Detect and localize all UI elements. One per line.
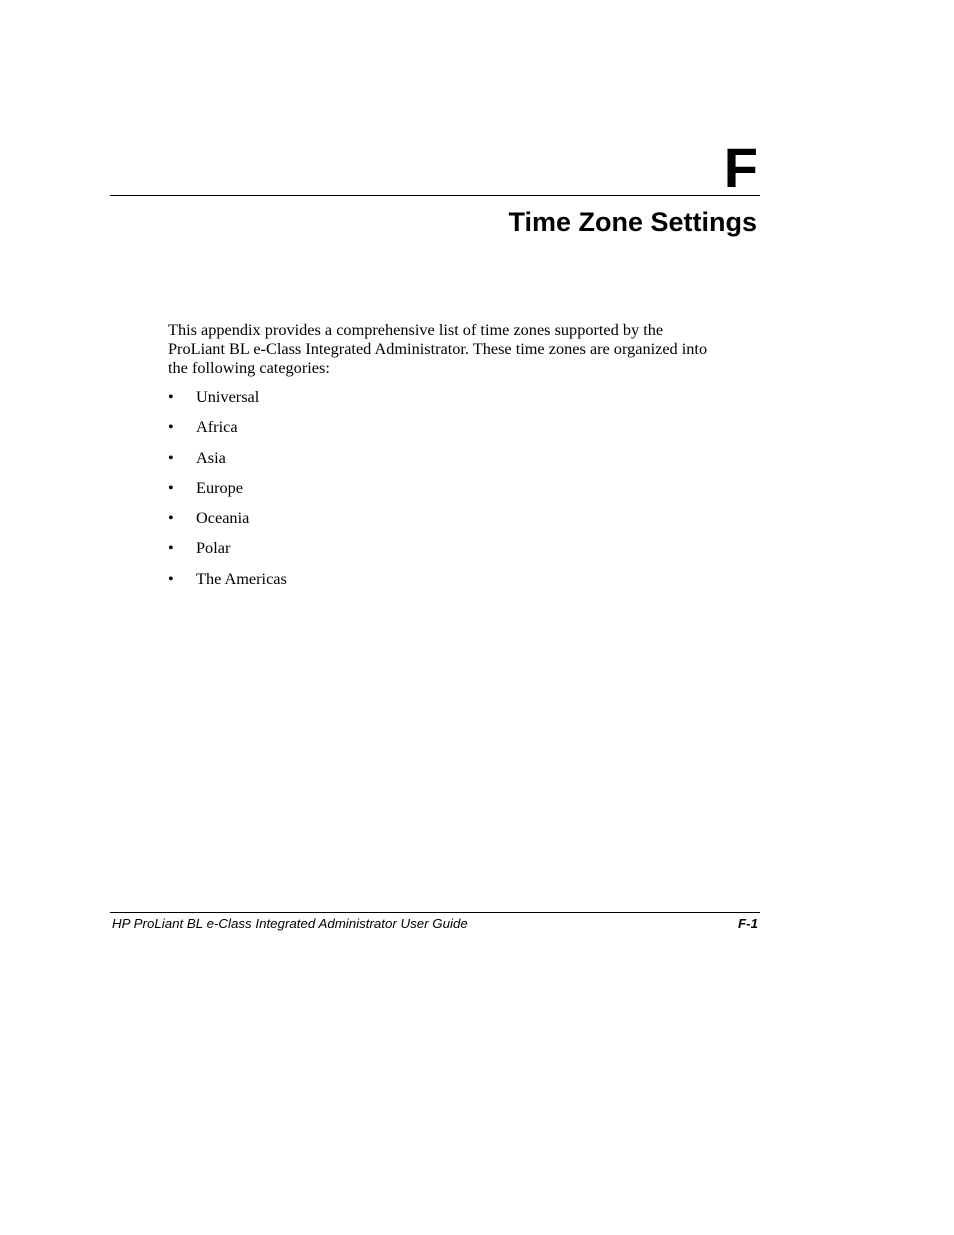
intro-line: This appendix provides a comprehensive list of time zones supported by the — [168, 320, 664, 339]
bullet-icon: • — [168, 417, 174, 437]
list-item — [168, 508, 768, 538]
bullet-icon: • — [168, 447, 174, 467]
category-label: Oceania — [196, 508, 250, 528]
body-content — [168, 320, 768, 599]
list-item — [168, 478, 768, 508]
intro-paragraph — [168, 320, 768, 377]
list-item — [168, 538, 768, 568]
bullet-icon: • — [168, 387, 174, 406]
list-item — [168, 448, 768, 478]
intro-line: the following categories: — [168, 358, 330, 377]
footer-document-title: HP ProLiant BL e-Class Integrated Administrator User Guide — [112, 916, 468, 931]
category-label: The Americas — [196, 568, 287, 588]
category-label: Africa — [196, 417, 238, 437]
category-label: Universal — [196, 387, 260, 406]
bullet-icon: • — [168, 568, 174, 588]
category-label: Europe — [196, 477, 244, 497]
category-label: Polar — [196, 538, 231, 558]
intro-line: ProLiant BL e-Class Integrated Administrator. These time zones are organized into — [168, 339, 708, 358]
header-rule — [110, 195, 760, 196]
bullet-icon: • — [168, 477, 174, 497]
category-list — [168, 387, 768, 599]
chapter-letter: F — [723, 136, 758, 199]
chapter-title: Time Zone Settings — [508, 207, 757, 237]
bullet-icon: • — [168, 538, 174, 558]
list-item — [168, 569, 768, 599]
list-item — [168, 387, 768, 417]
bullet-icon: • — [168, 508, 174, 528]
footer-rule — [110, 912, 760, 913]
footer-page-number: F-1 — [738, 916, 758, 931]
category-label: Asia — [196, 447, 226, 467]
list-item — [168, 417, 768, 447]
